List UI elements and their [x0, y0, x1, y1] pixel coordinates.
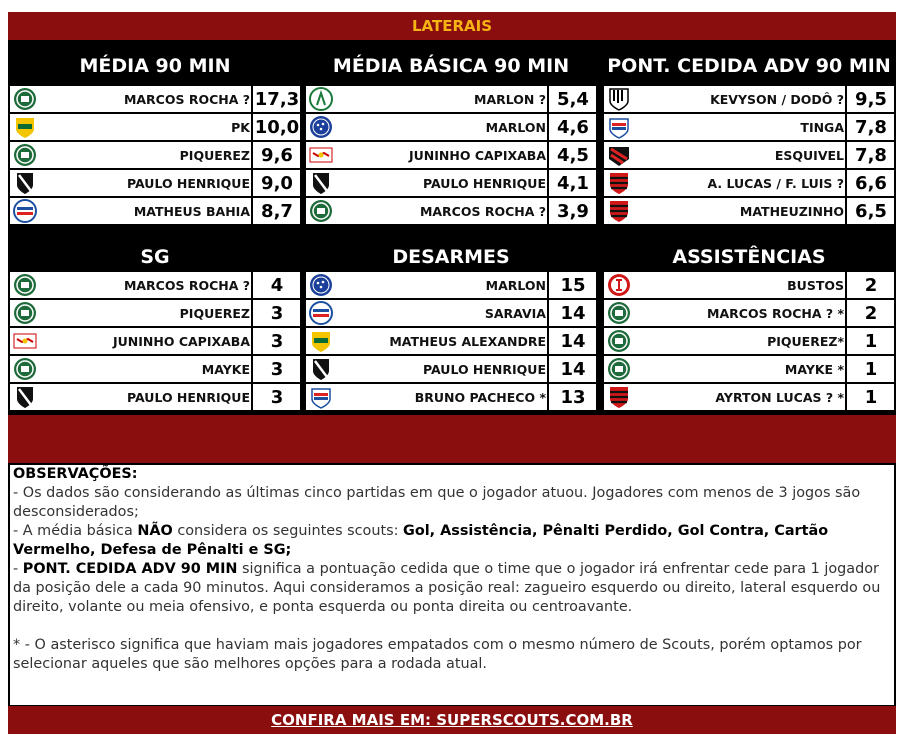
stat-value: 4,1	[557, 173, 589, 194]
note-basic-average: - A média básica NÃO considera os seguintes scouts: Gol, Assistência, Pênalti Perdido, Gol Contra, Cartão Vermelho, Defesa de Pênalti e SG;	[13, 523, 829, 558]
stat-value: 3	[270, 303, 284, 324]
table-row	[604, 86, 894, 112]
table-row	[604, 328, 894, 354]
stat-value: 1	[864, 387, 878, 408]
panel-title: MÉDIA 90 MIN	[79, 55, 231, 77]
player-name: BRUNO PACHECO *	[414, 390, 546, 405]
table-row	[306, 300, 596, 326]
section-title: LATERAIS	[8, 12, 896, 40]
notes-heading: OBSERVAÇÕES:	[13, 466, 138, 482]
player-name: TINGA	[800, 120, 844, 135]
panel-title: MÉDIA BÁSICA 90 MIN	[332, 55, 570, 77]
panel-media-basica	[306, 42, 596, 225]
stat-value: 7,8	[855, 145, 887, 166]
cuiaba-logo	[307, 329, 335, 353]
column-divider	[547, 142, 549, 168]
table-row	[306, 86, 596, 112]
table-row	[10, 328, 300, 354]
player-name: PIQUEREZ	[179, 148, 250, 163]
stat-value: 4,5	[557, 145, 589, 166]
table-row	[604, 142, 894, 168]
player-name: PK	[231, 120, 250, 135]
table-row	[306, 114, 596, 140]
flamengo-logo	[605, 171, 633, 195]
player-name: MARCOS ROCHA ?	[123, 278, 250, 293]
column-divider	[845, 384, 847, 410]
stat-value: 3	[270, 359, 284, 380]
player-name: MATHEUS BAHIA	[133, 204, 250, 219]
stat-value: 8,7	[261, 201, 293, 222]
table-row	[306, 142, 596, 168]
player-name: MATHEUZINHO	[739, 204, 844, 219]
player-name: PAULO HENRIQUE	[126, 176, 250, 191]
player-name: JUNINHO CAPIXABA	[409, 148, 546, 163]
panel-title: DESARMES	[392, 246, 510, 268]
table-row	[10, 142, 300, 168]
column-divider	[845, 142, 847, 168]
column-divider	[845, 114, 847, 140]
column-divider	[547, 198, 549, 224]
palmeiras-logo	[605, 301, 633, 325]
player-name: ESQUIVEL	[774, 148, 844, 163]
table-row	[10, 300, 300, 326]
table-row	[10, 198, 300, 224]
palmeiras-logo	[11, 273, 39, 297]
player-name: PIQUEREZ	[179, 306, 250, 321]
column-divider	[251, 356, 253, 382]
stat-value: 3,9	[557, 201, 589, 222]
player-name: PAULO HENRIQUE	[422, 176, 546, 191]
panel-sg	[10, 240, 300, 414]
player-name: PAULO HENRIQUE	[422, 362, 546, 377]
note-asterisk: * - O asterisco significa que haviam mais jogadores empatados com o mesmo número de Scouts, porém optamos por selecionar aqueles que são melhores opções para a rodada atual.	[13, 637, 862, 672]
player-name: MARLON ?	[474, 92, 546, 107]
table-row	[306, 272, 596, 298]
flamengo-logo	[605, 385, 633, 409]
player-name: BUSTOS	[787, 278, 844, 293]
cruzeiro-logo	[307, 115, 335, 139]
palmeiras-logo	[605, 357, 633, 381]
table-row	[604, 272, 894, 298]
cruzeiro-logo	[307, 273, 335, 297]
panel-title: ASSISTÊNCIAS	[672, 246, 826, 268]
player-name: AYRTON LUCAS ? *	[715, 390, 844, 405]
column-divider	[845, 272, 847, 298]
player-name: KEVYSON / DODÔ ?	[710, 92, 844, 107]
cuiaba-logo	[11, 115, 39, 139]
column-divider	[251, 114, 253, 140]
column-divider	[547, 384, 549, 410]
palmeiras-logo	[11, 87, 39, 111]
stat-value: 7,8	[855, 117, 887, 138]
stat-value: 4	[270, 275, 284, 296]
column-divider	[547, 86, 549, 112]
stat-value: 17,3	[254, 89, 300, 110]
stat-value: 9,5	[855, 89, 887, 110]
player-name: PAULO HENRIQUE	[126, 390, 250, 405]
divider-band	[8, 415, 896, 463]
column-divider	[251, 198, 253, 224]
panel-title: PONT. CEDIDA ADV 90 MIN	[607, 55, 891, 77]
observations	[10, 465, 894, 705]
player-name: A. LUCAS / F. LUIS ?	[707, 176, 844, 191]
fortaleza-logo	[605, 115, 633, 139]
stat-value: 10,0	[254, 117, 300, 138]
column-divider	[251, 384, 253, 410]
player-name: JUNINHO CAPIXABA	[113, 334, 250, 349]
column-divider	[845, 356, 847, 382]
vasco-logo	[307, 357, 335, 381]
stats-card	[8, 12, 896, 734]
player-name: MARCOS ROCHA ?	[123, 92, 250, 107]
panel-pont-cedida	[604, 42, 894, 225]
stat-value: 14	[560, 331, 586, 352]
table-row	[10, 114, 300, 140]
column-divider	[547, 356, 549, 382]
column-divider	[251, 86, 253, 112]
column-divider	[547, 170, 549, 196]
stat-value: 1	[864, 359, 878, 380]
table-row	[10, 170, 300, 196]
palmeiras-logo	[11, 143, 39, 167]
column-divider	[251, 142, 253, 168]
footer	[8, 706, 896, 734]
stat-value: 2	[864, 275, 878, 296]
column-divider	[845, 198, 847, 224]
table-row	[10, 356, 300, 382]
table-row	[604, 170, 894, 196]
vasco-logo	[11, 385, 39, 409]
palmeiras-logo	[11, 301, 39, 325]
table-row	[10, 384, 300, 410]
player-name: MATHEUS ALEXANDRE	[389, 334, 546, 349]
stat-value: 4,6	[557, 117, 589, 138]
flamengo-logo	[605, 199, 633, 223]
panel-assistencias	[604, 240, 894, 414]
table-row	[604, 198, 894, 224]
fortaleza-logo	[307, 385, 335, 409]
player-name: PIQUEREZ*	[767, 334, 844, 349]
table-row	[604, 356, 894, 382]
column-divider	[547, 272, 549, 298]
table-row	[306, 328, 596, 354]
column-divider	[547, 300, 549, 326]
bahia-logo	[307, 301, 335, 325]
table-row	[10, 272, 300, 298]
column-divider	[845, 170, 847, 196]
stat-value: 1	[864, 331, 878, 352]
stat-value: 2	[864, 303, 878, 324]
stat-value: 13	[560, 387, 586, 408]
note-conceded-points: - PONT. CEDIDA ADV 90 MIN significa a pontuação cedida que o time que o jogador irá enfrentar cede para 1 jogador da posição dele a cada 90 minutos. Aqui consideramos a posição real: zagueiro esquerdo ou direito, lateral esquerdo ou direito, volante ou meia ofensivo, e ponta esquerda ou ponta direita ou centroavante.	[13, 561, 881, 615]
vasco-logo	[11, 171, 39, 195]
column-divider	[251, 300, 253, 326]
table-row	[604, 384, 894, 410]
internacional-logo	[605, 273, 633, 297]
bragantino-logo	[11, 329, 39, 353]
panel-desarmes	[306, 240, 596, 414]
stat-value: 5,4	[557, 89, 589, 110]
column-divider	[845, 328, 847, 354]
stat-value: 9,0	[261, 173, 293, 194]
palmeiras-logo	[11, 357, 39, 381]
column-divider	[251, 272, 253, 298]
column-divider	[845, 300, 847, 326]
column-divider	[547, 328, 549, 354]
table-row	[306, 198, 596, 224]
stat-value: 15	[560, 275, 586, 296]
note-period: - Os dados são considerando as últimas cinco partidas em que o jogador atuou. Jogadores com menos de 3 jogos são desconsiderados;	[13, 485, 861, 520]
athletico-logo	[605, 143, 633, 167]
stat-value: 14	[560, 303, 586, 324]
palmeiras-logo	[605, 329, 633, 353]
column-divider	[251, 170, 253, 196]
table-row	[306, 356, 596, 382]
panel-media-90	[10, 42, 300, 225]
vasco-logo	[307, 171, 335, 195]
site-link[interactable]: CONFIRA MAIS EM: SUPERSCOUTS.COM.BR	[271, 711, 633, 729]
player-name: MARCOS ROCHA ?	[419, 204, 546, 219]
stat-value: 3	[270, 387, 284, 408]
stat-value: 6,6	[855, 173, 887, 194]
stat-value: 3	[270, 331, 284, 352]
america-mg-logo	[307, 87, 335, 111]
stat-value: 14	[560, 359, 586, 380]
column-divider	[251, 328, 253, 354]
bragantino-logo	[307, 143, 335, 167]
table-row	[10, 86, 300, 112]
player-name: MAYKE *	[784, 362, 844, 377]
panel-title: SG	[140, 246, 170, 268]
player-name: MARLON	[485, 120, 546, 135]
table-row	[306, 384, 596, 410]
table-row	[604, 114, 894, 140]
palmeiras-logo	[307, 199, 335, 223]
column-divider	[845, 86, 847, 112]
stat-value: 6,5	[855, 201, 887, 222]
player-name: MARLON	[485, 278, 546, 293]
player-name: MARCOS ROCHA ? *	[707, 306, 844, 321]
bahia-logo	[11, 199, 39, 223]
player-name: SARAVIA	[484, 306, 546, 321]
santos-logo	[605, 87, 633, 111]
stat-value: 9,6	[261, 145, 293, 166]
table-row	[604, 300, 894, 326]
player-name: MAYKE	[201, 362, 250, 377]
column-divider	[547, 114, 549, 140]
table-row	[306, 170, 596, 196]
